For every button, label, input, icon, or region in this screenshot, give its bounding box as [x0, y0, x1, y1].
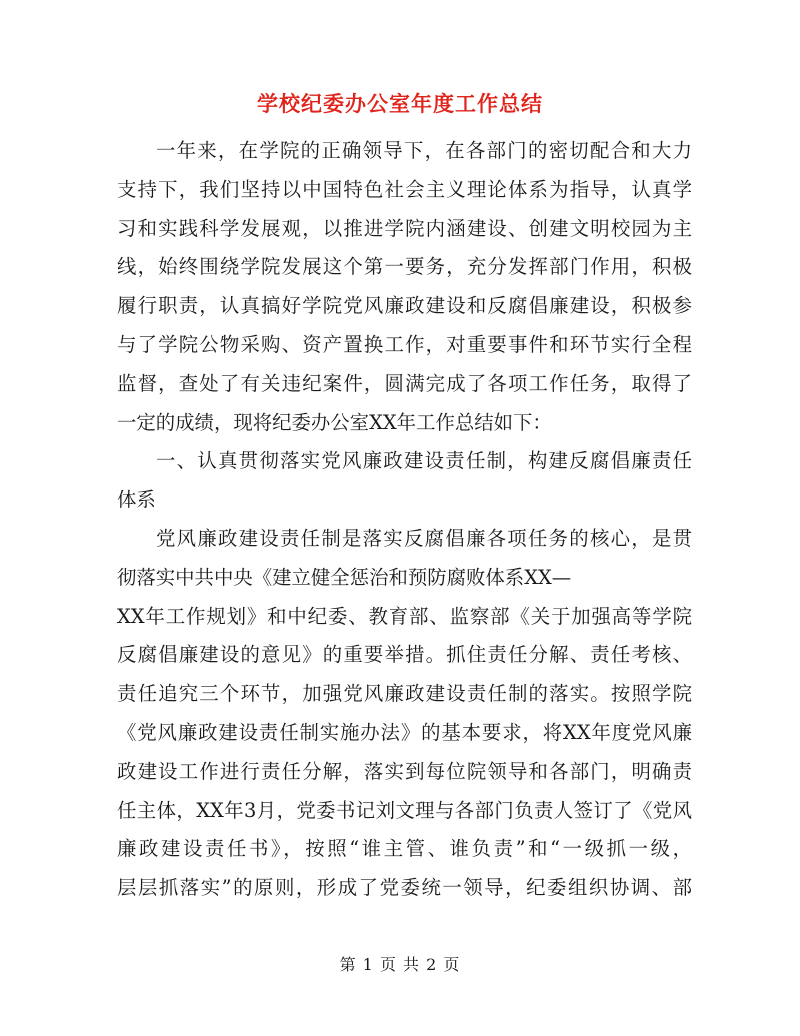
body-line: 彻落实中共中央《建立健全惩治和预防腐败体系XX— [117, 565, 572, 589]
body-line: 层层抓落实”的原则，形成了党委统一领导，纪委组织协调、部 [117, 876, 692, 900]
body-line: XX年工作规划》和中纪委、教育部、监察部《关于加强高等学院 [117, 604, 692, 628]
section-heading-line: 一、认真贯彻落实党风廉政建设责任制，构建反腐倡廉责任 [156, 449, 692, 473]
body-line: 任主体，XX年3月，党委书记刘文理与各部门负责人签订了《党风 [117, 798, 692, 822]
body-line: 一定的成绩，现将纪委办公室XX年工作总结如下： [117, 410, 552, 434]
document-title: 学校纪委办公室年度工作总结 [257, 91, 543, 116]
document-body [117, 132, 692, 908]
section-heading-line: 体系 [117, 488, 156, 512]
body-line: 一年来，在学院的正确领导下，在各部门的密切配合和大力 [156, 139, 692, 162]
body-line: 与了学院公物采购、资产置换工作，对重要事件和环节实行全程 [117, 332, 692, 356]
body-line: 履行职责，认真搞好学院党风廉政建设和反腐倡廉建设，积极参 [117, 294, 692, 318]
body-line: 支持下，我们坚持以中国特色社会主义理论体系为指导，认真学 [117, 177, 692, 201]
body-line: 《党风廉政建设责任制实施办法》的基本要求，将XX年度党风廉 [117, 720, 692, 744]
body-line: 监督，查处了有关违纪案件，圆满完成了各项工作任务，取得了 [117, 371, 692, 395]
page-footer: 第 1 页 共 2 页 [339, 955, 461, 974]
body-line: 反腐倡廉建设的意见》的重要举措。抓住责任分解、责任考核、 [117, 643, 692, 667]
body-line: 党风廉政建设责任制是落实反腐倡廉各项任务的核心，是贯 [156, 526, 692, 550]
body-line: 线，始终围绕学院发展这个第一要务，充分发挥部门作用，积极 [117, 255, 692, 279]
body-line: 责任追究三个环节，加强党风廉政建设责任制的落实。按照学院 [117, 682, 692, 706]
body-line: 习和实践科学发展观，以推进学院内涵建设、创建文明校园为主 [117, 216, 692, 240]
body-line: 政建设工作进行责任分解，落实到每位院领导和各部门，明确责 [117, 759, 692, 783]
body-line: 廉政建设责任书》，按照“谁主管、谁负责”和“一级抓一级， [117, 837, 692, 861]
